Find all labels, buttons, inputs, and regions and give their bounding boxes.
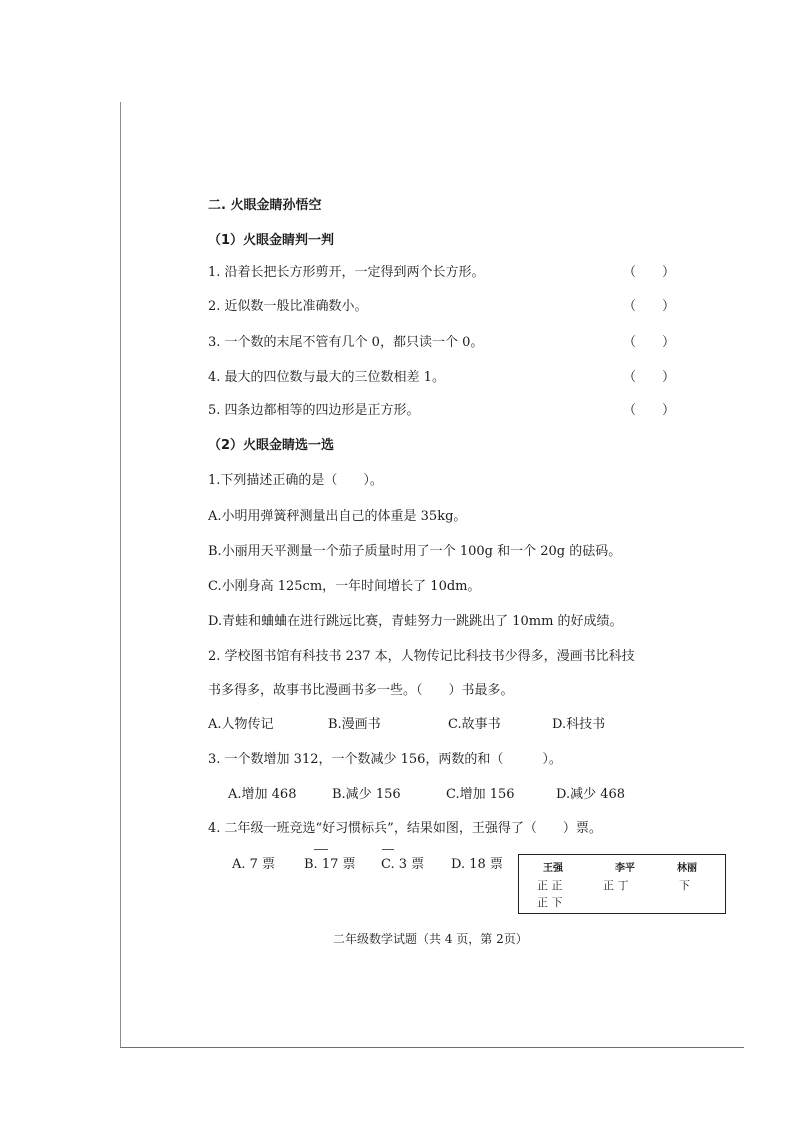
- q3-option-c: C.增加 156: [446, 787, 515, 802]
- tally-marks-wang-row2: 正 下: [537, 896, 563, 909]
- judge-item-4: 4. 最大的四位数与最大的三位数相差 1。: [208, 370, 445, 385]
- tally-marks-lin: 下: [679, 879, 690, 892]
- tally-header-li: 李平: [615, 863, 635, 874]
- tally-marks-li: 正 丁: [603, 879, 629, 892]
- q1-option-a: A.小明用弹簧秤测量出自己的体重是 35kg。: [208, 509, 467, 524]
- q3-stem: 3. 一个数增加 312，一个数减少 156，两数的和（ ）。: [208, 752, 562, 767]
- part1-title: （1）火眼金睛判一判: [208, 233, 335, 248]
- q2-option-c: C.故事书: [448, 717, 501, 732]
- q2-stem-line2: 书多得多，故事书比漫画书多一些。（ ）书最多。: [208, 683, 514, 698]
- q1-option-c: C.小刚身高 125cm，一年时间增长了 10dm。: [208, 579, 481, 594]
- q2-option-b: B.漫画书: [328, 717, 381, 732]
- judge-answer-3[interactable]: （ ）: [623, 335, 676, 350]
- q1-stem: 1.下列描述正确的是（ ）。: [208, 473, 383, 488]
- scan-mark: [314, 849, 328, 850]
- q3-option-a: A.增加 468: [228, 787, 297, 802]
- scan-bottom-edge: [120, 1047, 744, 1048]
- tally-header-wang: 王强: [543, 863, 563, 874]
- q4-option-a: A. 7 票: [232, 857, 276, 872]
- judge-item-3: 3. 一个数的末尾不管有几个 0，都只读一个 0。: [208, 335, 484, 350]
- q4-option-c: C. 3 票: [381, 857, 425, 872]
- judge-answer-1[interactable]: （ ）: [623, 265, 676, 280]
- judge-answer-5[interactable]: （ ）: [623, 403, 676, 418]
- judge-item-5: 5. 四条边都相等的四边形是正方形。: [208, 403, 420, 418]
- vote-tally-table: [518, 854, 726, 914]
- q3-option-b: B.减少 156: [332, 787, 401, 802]
- tally-header-lin: 林丽: [677, 863, 697, 874]
- q4-option-b: B. 17 票: [304, 857, 356, 872]
- q4-option-d: D. 18 票: [451, 857, 503, 872]
- scan-left-edge: [120, 102, 121, 1048]
- q3-option-d: D.减少 468: [556, 787, 626, 802]
- section-title: 二. 火眼金睛孙悟空: [208, 198, 322, 213]
- scan-mark: [382, 849, 394, 850]
- q2-option-a: A.人物传记: [208, 717, 274, 732]
- judge-item-2: 2. 近似数一般比准确数小。: [208, 299, 368, 314]
- q2-option-d: D.科技书: [552, 717, 606, 732]
- q2-stem-line1: 2. 学校图书馆有科技书 237 本，人物传记比科技书少得多，漫画书比科技: [208, 649, 635, 664]
- tally-marks-wang-row1: 正 正: [537, 879, 563, 892]
- page-footer: 二年级数学试题（共 4 页，第 2页）: [333, 932, 528, 946]
- judge-item-1: 1. 沿着长把长方形剪开，一定得到两个长方形。: [208, 265, 485, 280]
- q1-option-d: D.青蛙和蛐蛐在进行跳远比赛，青蛙努力一跳跳出了 10mm 的好成绩。: [208, 614, 623, 629]
- part2-title: （2）火眼金睛选一选: [208, 438, 335, 453]
- q1-option-b: B.小丽用天平测量一个茄子质量时用了一个 100g 和一个 20g 的砝码。: [208, 544, 622, 559]
- q4-stem: 4. 二年级一班竞选“好习惯标兵”，结果如图，王强得了（ ）票。: [208, 821, 602, 836]
- judge-answer-4[interactable]: （ ）: [623, 370, 676, 385]
- judge-answer-2[interactable]: （ ）: [623, 299, 676, 314]
